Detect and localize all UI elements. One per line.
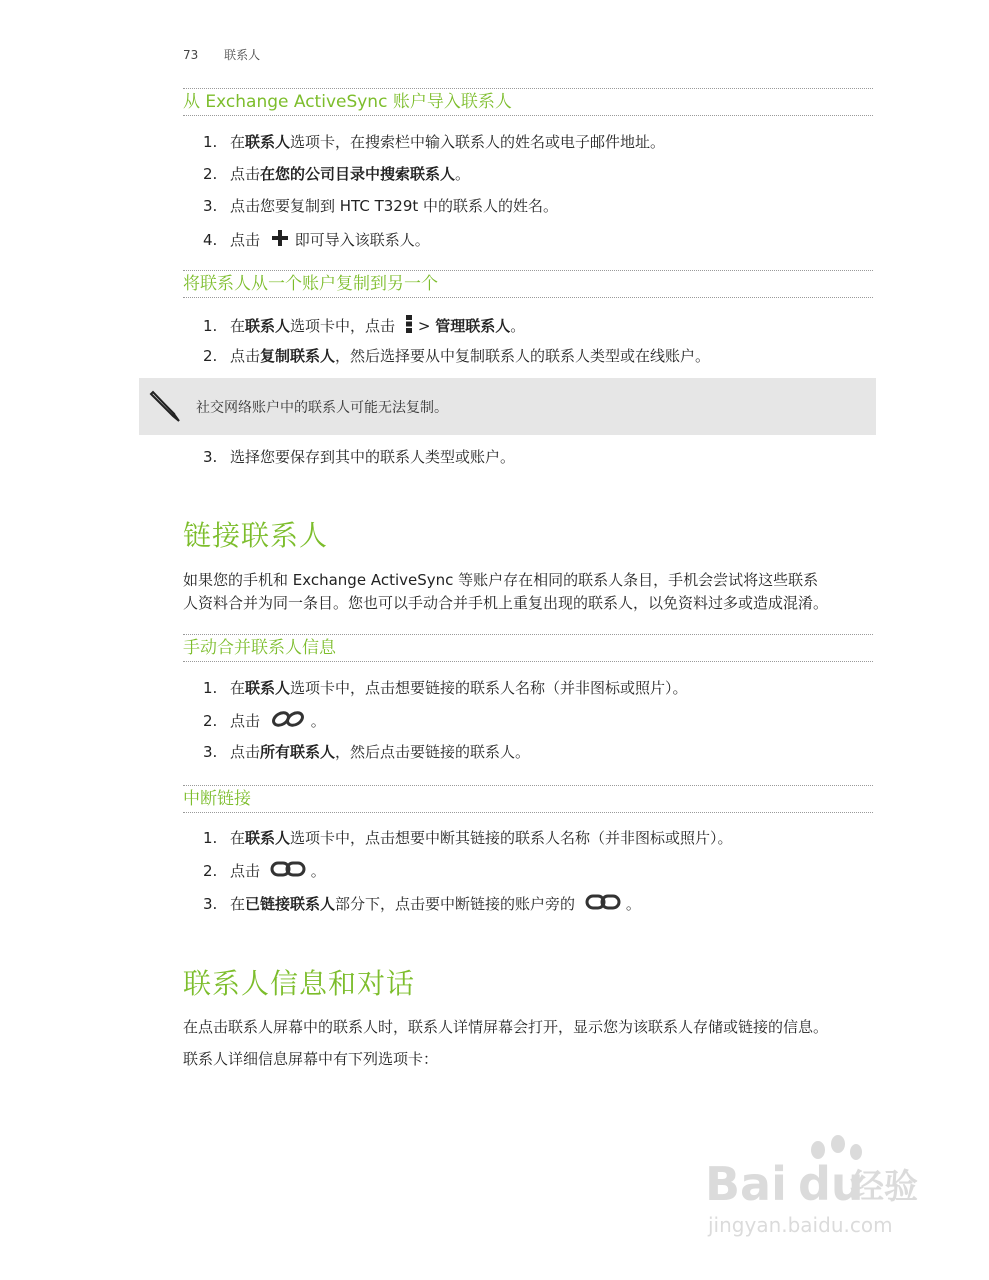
list-item: 2. 点击在您的公司目录中搜索联系人。 xyxy=(203,165,471,183)
list-item: 4. 点击 即可导入该联系人。 xyxy=(203,228,430,253)
note-text: 社交网络账户中的联系人可能无法复制。 xyxy=(196,400,448,416)
list-item: 1. 在联系人选项卡中，点击 > 管理联系人。 xyxy=(203,314,525,339)
pencil-icon xyxy=(147,388,183,428)
paragraph: 如果您的手机和 Exchange ActiveSync 等账户存在相同的联系人条目，手机会尝试将这些联系 人资料合并为同一条目。您也可以手动合并手机上重复出现的联系人，以免资料过多或造成混淆。 xyxy=(183,571,829,612)
page-number: 73 xyxy=(183,48,199,62)
linked-icon xyxy=(585,893,621,916)
list-item: 2. 点击 。 xyxy=(203,860,326,883)
section-heading-copy-contacts: 将联系人从一个账户复制到另一个 xyxy=(183,270,873,298)
section-title-contact-info: 联系人信息和对话 xyxy=(183,967,416,1000)
list-item: 2. 点击复制联系人，然后选择要从中复制联系人的联系人类型或在线账户。 xyxy=(203,347,711,365)
list-item: 3. 选择您要保存到其中的联系人类型或账户。 xyxy=(203,448,516,466)
section-title-link-contacts: 链接联系人 xyxy=(183,519,329,552)
plus-icon xyxy=(270,228,290,253)
linked-icon xyxy=(270,860,306,883)
note-box xyxy=(139,378,876,435)
baidu-watermark xyxy=(700,1130,940,1244)
watermark-url: jingyan.baidu.com xyxy=(708,1213,893,1237)
more-menu-icon xyxy=(405,314,413,339)
list-item: 3. 点击所有联系人，然后点击要链接的联系人。 xyxy=(203,743,531,761)
section-heading-unlink: 中断链接 xyxy=(183,785,873,813)
paragraph: 在点击联系人屏幕中的联系人时，联系人详情屏幕会打开，显示您为该联系人存储或链接的信息。 xyxy=(183,1018,829,1036)
watermark-brand-2: du xyxy=(798,1157,864,1211)
list-item: 1. 在联系人选项卡，在搜索栏中输入联系人的姓名或电子邮件地址。 xyxy=(203,133,666,151)
section-heading-merge: 手动合并联系人信息 xyxy=(183,634,873,662)
link-icon xyxy=(270,710,306,733)
list-item: 3. 点击您要复制到 HTC T329t 中的联系人的姓名。 xyxy=(203,197,559,215)
watermark-cn: 经验 xyxy=(850,1167,918,1207)
paragraph: 联系人详细信息屏幕中有下列选项卡： xyxy=(183,1050,439,1068)
list-item: 2. 点击 。 xyxy=(203,710,326,733)
list-item: 1. 在联系人选项卡中，点击想要中断其链接的联系人名称（并非图标或照片）。 xyxy=(203,829,733,847)
watermark-brand: Bai xyxy=(705,1157,787,1211)
section-heading-import-exchange: 从 Exchange ActiveSync 账户导入联系人 xyxy=(183,88,873,116)
page-header xyxy=(183,46,282,63)
chapter-title: 联系人 xyxy=(224,48,261,62)
list-item: 3. 在已链接联系人部分下，点击要中断链接的账户旁的 。 xyxy=(203,893,641,916)
list-item: 1. 在联系人选项卡中，点击想要链接的联系人名称（并非图标或照片）。 xyxy=(203,679,688,697)
